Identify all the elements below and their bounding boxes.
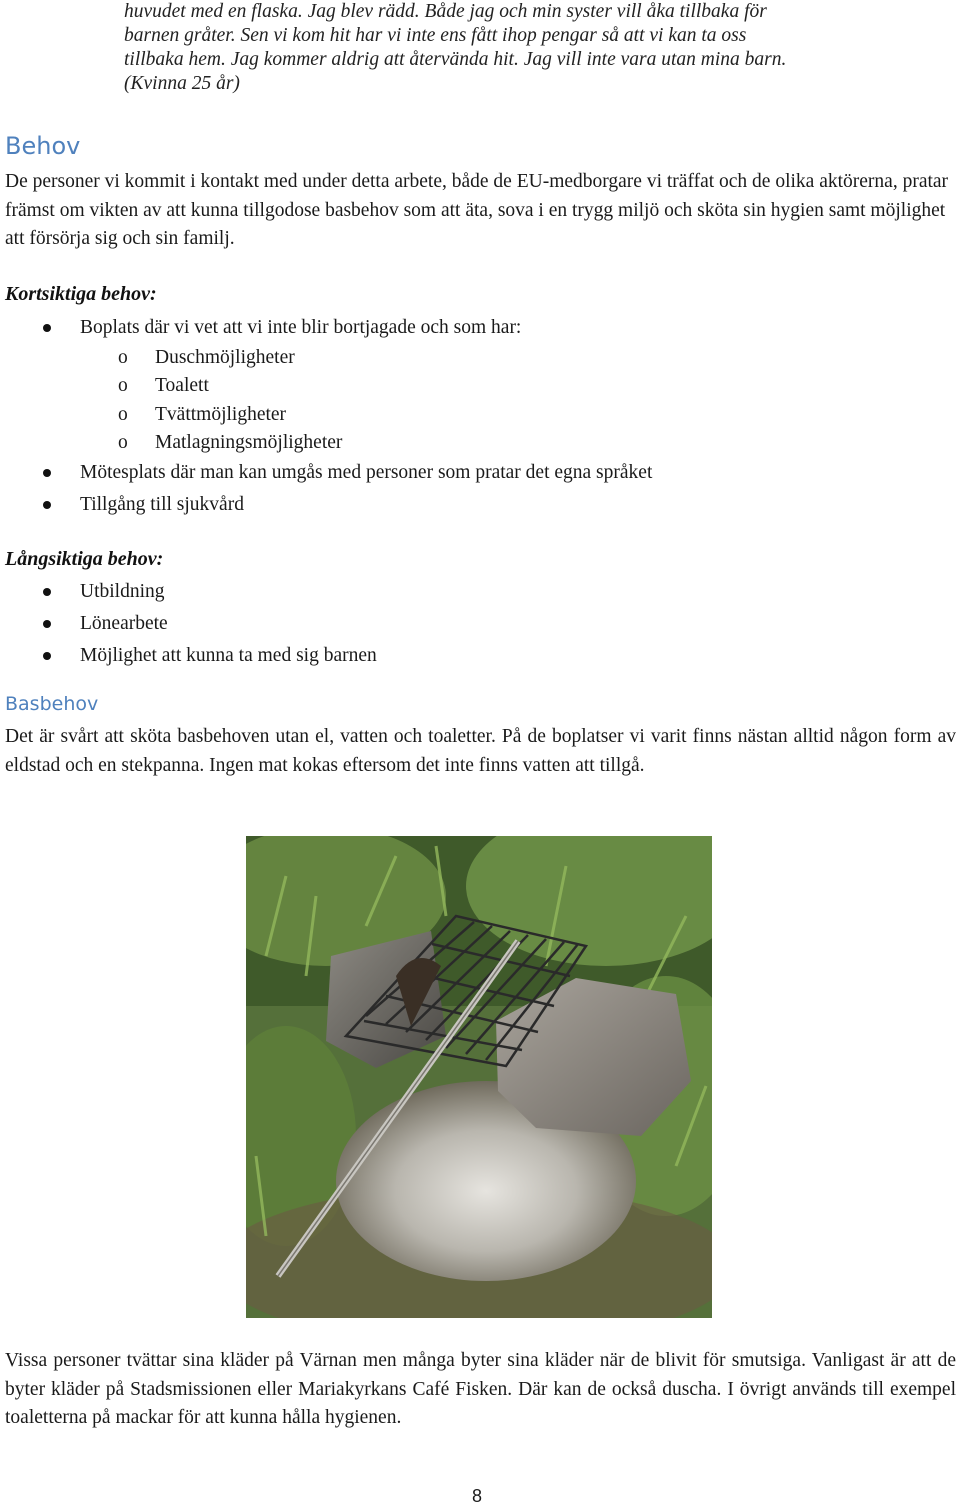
list-item-label: Möjlighet att kunna ta med sig barnen	[80, 645, 377, 666]
circle-marker-icon: o	[118, 431, 128, 453]
list-item	[0, 489, 900, 521]
list-item	[0, 608, 900, 640]
sublist-item	[0, 372, 900, 400]
circle-marker-icon: o	[118, 375, 128, 397]
sublist-item	[0, 429, 900, 457]
bullet-icon	[43, 652, 51, 660]
heading-kortsiktiga-behov: Kortsiktiga behov:	[5, 283, 157, 305]
list-item-label: Tillgång till sjukvård	[80, 494, 244, 516]
sublist-item-label: Tvättmöjligheter	[155, 403, 287, 425]
bullet-icon	[43, 588, 51, 596]
basbehov-paragraph: Det är svårt att sköta basbehoven utan el, vatten och toaletter. På de boplatser vi varit finns nästan alltid någon form av eldstad och en stekpanna. Ingen mat kokas eftersom det inte finns vatten att tillgå.	[5, 726, 956, 776]
circle-marker-icon: o	[118, 403, 128, 425]
bullet-icon	[43, 501, 51, 509]
heading-basbehov: Basbehov	[5, 693, 99, 715]
list-item-label: Utbildning	[80, 581, 165, 602]
kortsiktiga-list	[0, 312, 900, 521]
heading-langsiktiga-behov: Långsiktiga behov:	[5, 548, 164, 570]
quote-line: tillbaka hem. Jag kommer aldrig att återvända hit. Jag vill inte vara utan mina barn.	[124, 49, 787, 70]
circle-marker-icon: o	[118, 347, 128, 368]
bullet-icon	[43, 324, 51, 332]
list-item	[0, 457, 900, 489]
quote-line: huvudet med en flaska. Jag blev rädd. Både jag och min syster vill åka tillbaka för	[124, 1, 767, 22]
bullet-icon	[43, 620, 51, 628]
sublist-item-label: Matlagningsmöjligheter	[155, 431, 343, 453]
quote-block	[124, 0, 924, 96]
sublist-item	[0, 344, 900, 372]
bullet-icon	[43, 469, 51, 477]
list-item	[0, 576, 900, 608]
langsiktiga-list	[0, 576, 900, 672]
closing-paragraph: Vissa personer tvättar sina kläder på Värnan men många byter sina kläder när de blivit för smutsiga. Vanligast är att de byter kläder på Stadsmissionen eller Mariakyrkans Café Fisken. Där kan de också duscha. I övrigt används till exempel toaletterna på mackar för att kunna hålla hygienen.	[5, 1350, 956, 1428]
quote-attribution: (Kvinna 25 år)	[124, 73, 240, 94]
sublist	[0, 344, 900, 457]
sublist-item-label: Duschmöjligheter	[155, 347, 295, 368]
list-item	[0, 640, 900, 672]
page-number: 8	[472, 1486, 483, 1506]
sublist-item-label: Toalett	[155, 375, 209, 397]
behov-paragraph: De personer vi kommit i kontakt med under detta arbete, både de EU-medborgare vi träffat och de olika aktörerna, pratar främst om vikten av att kunna tillgodose basbehov som att äta, sova i en trygg miljö och sköta sin hygien samt möjlighet att försörja sig och sin familj.	[5, 171, 949, 249]
list-item-label: Mötesplats där man kan umgås med personer som pratar det egna språket	[80, 462, 653, 484]
list-item-label: Lönearbete	[80, 613, 168, 634]
list-item-label: Boplats där vi vet att vi inte blir bortjagade och som har:	[80, 317, 522, 338]
heading-behov: Behov	[5, 132, 81, 160]
campfire-photo	[246, 836, 712, 1318]
list-item	[0, 312, 900, 457]
sublist-item	[0, 401, 900, 429]
quote-line: barnen gråter. Sen vi kom hit har vi inte ens fått ihop pengar så att vi kan ta oss	[124, 25, 747, 46]
